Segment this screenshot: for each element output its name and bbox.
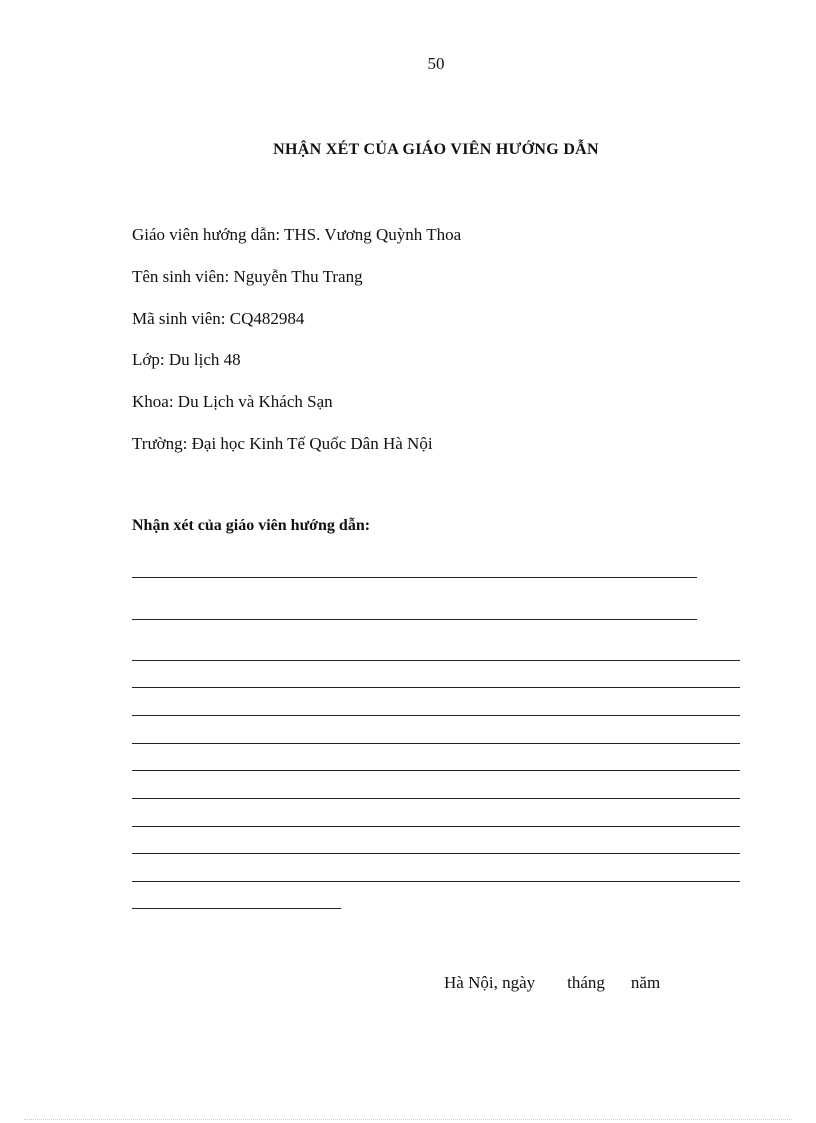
comment-line: [132, 660, 740, 661]
comment-line: [132, 619, 697, 620]
comment-line: [132, 826, 740, 827]
comment-line: [132, 770, 740, 771]
faculty-line: Khoa: Du Lịch và Khách Sạn: [132, 392, 333, 411]
date-signature-line: [444, 973, 660, 993]
comment-heading: Nhận xét của giáo viên hướng dẫn:: [132, 517, 371, 534]
date-month: tháng: [567, 973, 605, 992]
student-name-line: Tên sinh viên: Nguyễn Thu Trang: [132, 267, 363, 286]
comment-line: [132, 798, 740, 799]
page-title: NHẬN XÉT CỦA GIÁO VIÊN HƯỚNG DẪN: [273, 141, 599, 158]
comment-line: [132, 743, 740, 744]
date-year: năm: [630, 973, 661, 992]
comment-line: [132, 687, 740, 688]
class-line: Lớp: Du lịch 48: [132, 350, 241, 369]
advisor-line: Giáo viên hướng dẫn: THS. Vương Quỳnh Thoa: [132, 225, 462, 244]
comment-line: [132, 853, 740, 854]
school-line: Trường: Đại học Kinh Tế Quốc Dân Hà Nội: [132, 434, 433, 453]
footer-divider: [24, 1119, 792, 1120]
page-number: 50: [427, 54, 445, 73]
comment-line: [132, 908, 341, 909]
date-place-day: Hà Nội, ngày: [444, 973, 536, 992]
student-id-line: Mã sinh viên: CQ482984: [132, 309, 305, 328]
comment-line: [132, 577, 697, 578]
comment-line: [132, 715, 740, 716]
comment-line: [132, 881, 740, 882]
